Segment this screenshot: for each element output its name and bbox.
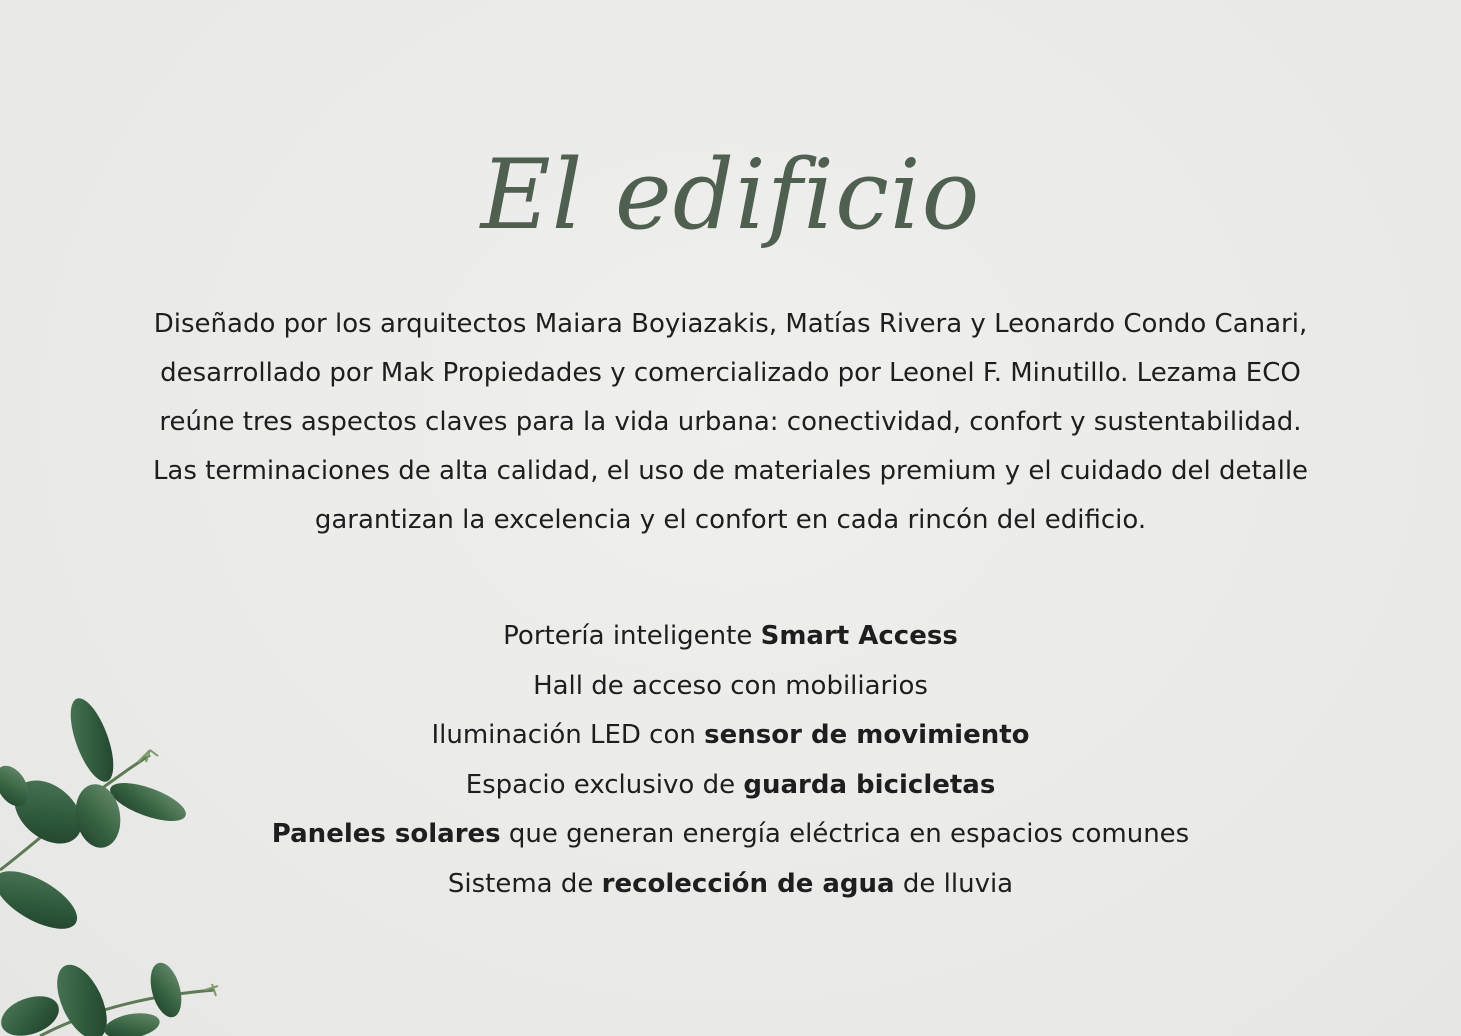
feature-text: Sistema de <box>447 868 602 899</box>
eucalyptus-branch-icon <box>0 690 240 1036</box>
feature-highlight: guarda bicicletas <box>743 769 996 800</box>
feature-item <box>150 612 1311 662</box>
feature-item <box>150 662 1311 712</box>
feature-item <box>150 761 1311 811</box>
feature-text: Portería inteligente <box>503 621 761 651</box>
feature-text-after: de lluvia <box>894 868 1014 899</box>
page-title: El edificio <box>480 139 981 251</box>
feature-text: Hall de acceso con mobiliarios <box>533 670 928 701</box>
feature-item <box>150 810 1311 860</box>
feature-highlight: Smart Access <box>760 621 958 651</box>
feature-text-after: que generan energía eléctrica en espacios comunes <box>500 819 1190 849</box>
feature-highlight: Paneles solares <box>271 819 501 849</box>
intro-paragraph: Diseñado por los arquitectos Maiara Boyiazakis, Matías Rivera y Leonardo Condo Canari, desarrollado por Mak Propiedades y comercializado por Leonel F. Minutillo. Lezama ECO reúne tres aspectos claves para la vida urbana: conectividad, confort y sustentabilidad. Las terminaciones de alta calidad, el uso de materiales premium y el cuidado del detalle garantizan la excelencia y el confort en cada rincón del edificio. <box>152 309 1309 535</box>
feature-item <box>150 860 1311 910</box>
feature-item <box>150 711 1311 761</box>
feature-highlight: recolección de agua <box>601 868 895 899</box>
feature-highlight: sensor de movimiento <box>704 720 1030 750</box>
feature-text: Espacio exclusivo de <box>465 769 744 800</box>
feature-list <box>150 612 1311 909</box>
feature-text: Iluminación LED con <box>431 720 705 750</box>
